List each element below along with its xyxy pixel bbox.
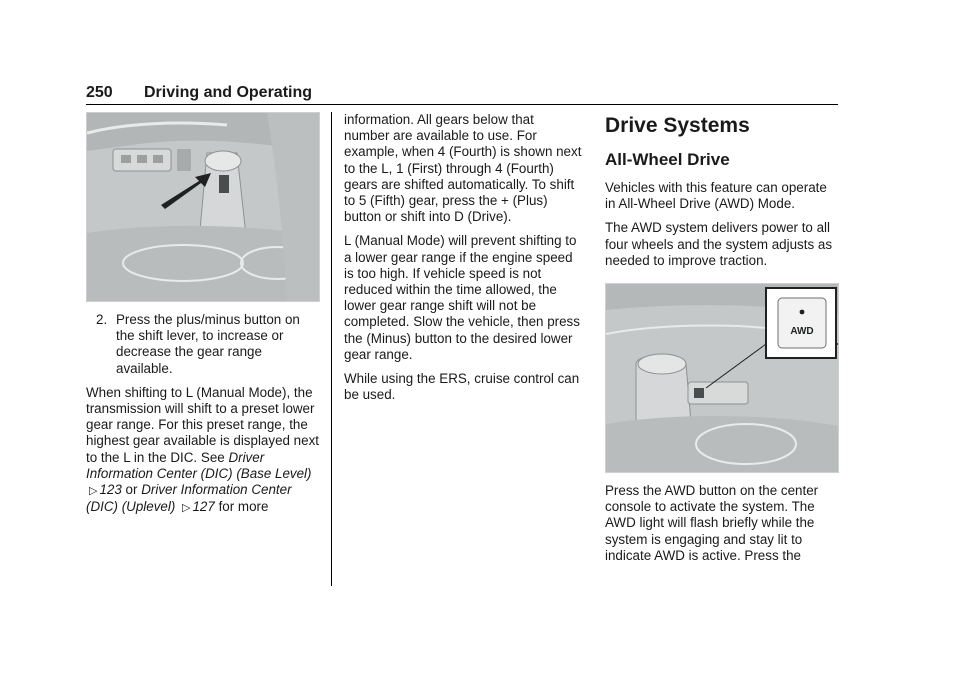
column-2 bbox=[344, 112, 582, 411]
dic-base-page[interactable]: 123 bbox=[99, 482, 122, 498]
awd-button-illustration bbox=[605, 283, 839, 473]
dic-uplevel-page[interactable]: 127 bbox=[192, 499, 215, 515]
manual-mode-text: When shifting to L (Manual Mode), the transmission will shift to a preset lower gear range. For this preset range, the highest gear available is displayed next to the L in the DIC. bbox=[86, 384, 319, 465]
page-ref-icon: ▷ bbox=[89, 485, 98, 498]
step-2 bbox=[96, 312, 322, 377]
page-ref-icon: ▷ bbox=[182, 502, 191, 515]
manual-mode-prevent-paragraph: L (Manual Mode) will prevent shifting to a lower gear range if the engine speed is too high. If vehicle speed is not reduced within the time allowed, the lower gear range shift will not be completed. Slow the vehicle, then press the (Minus) button to the desired lower gear range. bbox=[344, 233, 580, 362]
dic-uplevel-reference[interactable]: Driver Information Center (DIC) (Uplevel) bbox=[86, 482, 292, 515]
awd-button-label: AWD bbox=[790, 326, 814, 338]
awd-activate-paragraph: Press the AWD button on the center console to activate the system. The AWD light will flash briefly while the system is engaging and stay lit to indicate AWD is active. Press the bbox=[605, 483, 819, 563]
page-number: 250 bbox=[86, 84, 113, 101]
dic-base-reference[interactable]: Driver Information Center (DIC) (Base Level) bbox=[86, 449, 312, 481]
section-title: Driving and Operating bbox=[144, 84, 313, 101]
header-rule bbox=[86, 104, 838, 105]
drive-systems-heading: Drive Systems bbox=[605, 114, 750, 137]
column-1 bbox=[86, 112, 322, 524]
column-divider bbox=[331, 112, 332, 586]
shift-lever-illustration bbox=[86, 112, 320, 302]
all-wheel-drive-heading: All-Wheel Drive bbox=[605, 150, 730, 169]
step-number: 2. bbox=[96, 312, 108, 327]
ers-cruise-paragraph: While using the ERS, cruise control can be used. bbox=[344, 371, 580, 403]
for-more-text: for more bbox=[218, 499, 269, 515]
or-word: or bbox=[125, 482, 138, 498]
step-text: Press the plus/minus button on the shift lever, to increase or decrease the gear range available. bbox=[116, 312, 300, 376]
see-word: See bbox=[200, 449, 225, 465]
manual-mode-paragraph bbox=[86, 385, 322, 517]
gear-info-paragraph: information. All gears below that number are available to use. For example, when 4 (Fourth) is shown next to the L, 1 (First) through 4 (Fourth) gears are shifted automatically. To shift to 5 (Fifth) gear, press the + (Plus) button or shift into D (Drive). bbox=[344, 112, 582, 225]
awd-power-paragraph: The AWD system delivers power to all four wheels and the system adjusts as needed to improve traction. bbox=[605, 220, 833, 268]
awd-intro-paragraph: Vehicles with this feature can operate in All-Wheel Drive (AWD) Mode. bbox=[605, 180, 827, 212]
page-header bbox=[86, 84, 838, 104]
column-3 bbox=[605, 112, 839, 572]
